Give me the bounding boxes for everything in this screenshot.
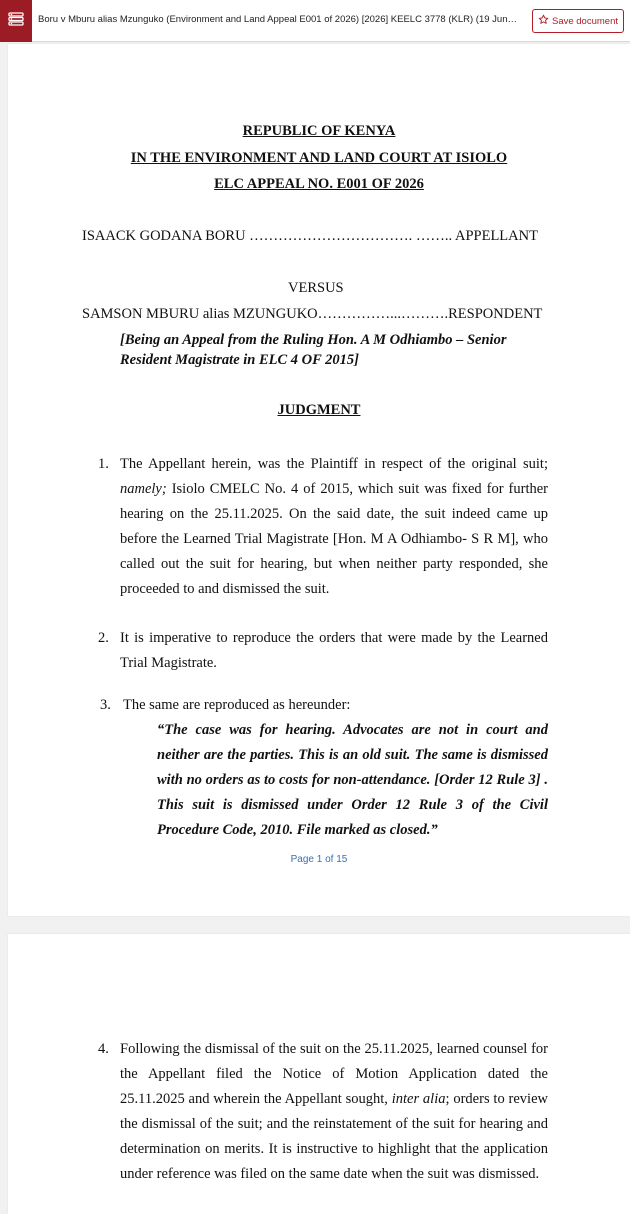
appeal-note-line-1: [Being an Appeal from the Ruling Hon. A M Odhiambo – Senior: [120, 332, 507, 348]
appellant-line: ISAACK GODANA BORU ……………………………. …….. APPELLANT: [82, 228, 538, 244]
page-number: Page 1 of 15: [290, 854, 348, 865]
para3-intro: The same are reproduced as hereunder:: [123, 697, 351, 713]
para4-line-1: Following the dismissal of the suit on the 25.11.2025, learned counsel for: [120, 1041, 548, 1057]
para4-line-2: the Appellant filed the Notice of Motion Application dated the: [120, 1066, 548, 1082]
para1-line-2-rest: Isiolo CMELC No. 4 of 2015, which suit was fixed for further: [166, 481, 548, 497]
respondent-line: SAMSON MBURU alias MZUNGUKO……………...……….RESPONDENT: [82, 306, 543, 322]
para4-italic-inter-alia: inter alia: [391, 1091, 446, 1107]
para4-line-5: determination on merits. It is instructive to highlight that the application: [120, 1141, 548, 1157]
para4-line-6: under reference was filed on the same date when the suit was dismissed.: [120, 1166, 540, 1182]
para3-quote-line-5: Procedure Code, 2010. File marked as closed.”: [157, 822, 438, 838]
para1-line-1: The Appellant herein, was the Plaintiff in respect of the original suit;: [120, 456, 548, 472]
appeal-note-line-2: Resident Magistrate in ELC 4 OF 2015]: [120, 352, 360, 368]
para2-number: 2.: [98, 630, 109, 646]
para3-quote-line-1: “The case was for hearing. Advocates are not in court and: [157, 722, 548, 738]
para3-quote-line-3: with no orders as to costs for non-attendance. [Order 12 Rule 3] .: [157, 772, 548, 788]
top-toolbar: [0, 0, 630, 42]
save-document-button[interactable]: [532, 9, 624, 33]
para1-line-5: called out the suit for hearing, but when neither party responded, she: [120, 556, 548, 572]
document-page-1: [8, 44, 630, 916]
para2-line-1: It is imperative to reproduce the orders that were made by the Learned: [120, 630, 548, 646]
para3-quote-line-4: This suit is dismissed under Order 12 Rule 3 of the Civil: [157, 797, 548, 813]
para4-line-3: [120, 1091, 548, 1108]
para1-line-4: before the Learned Trial Magistrate [Hon. M A Odhiambo- S R M], who: [120, 531, 548, 547]
heading-court: IN THE ENVIRONMENT AND LAND COURT AT ISIOLO: [130, 150, 508, 166]
para1-line-3: hearing on the 25.11.2025. On the said date, the suit indeed came up: [120, 506, 548, 522]
document-list-button[interactable]: [0, 0, 32, 42]
document-page-2: [8, 934, 630, 1214]
para4-number: 4.: [98, 1041, 109, 1057]
para1-line-2: [120, 481, 548, 498]
heading-republic: REPUBLIC OF KENYA: [242, 123, 396, 139]
para2-line-2: Trial Magistrate.: [120, 655, 217, 671]
para3-quote-line-2: neither are the parties. This is an old suit. The same is dismissed: [157, 747, 548, 763]
para4-line-3-end: ; orders to review: [445, 1091, 548, 1107]
document-list-icon: [8, 11, 24, 32]
para1-italic-namely: namely;: [120, 481, 167, 497]
para1-number: 1.: [98, 456, 109, 472]
para4-line-3-start: 25.11.2025 and wherein the Appellant sought,: [120, 1091, 392, 1107]
para4-line-4: the dismissal of the suit; and the reinstatement of the suit for hearing and: [120, 1116, 548, 1132]
document-title: Boru v Mburu alias Mzunguko (Environment and Land Appeal E001 of 2026) [2026] KEELC 3778 (KLR) (19 Jun…: [38, 14, 517, 25]
para1-line-6: proceeded to and dismissed the suit.: [120, 581, 330, 597]
save-document-label: Save document: [551, 15, 618, 27]
para3-number: 3.: [100, 697, 111, 713]
versus-label: VERSUS: [288, 280, 344, 296]
star-icon: [538, 14, 549, 28]
judgment-title: JUDGMENT: [277, 402, 361, 418]
heading-appeal-number: ELC APPEAL NO. E001 OF 2026: [214, 176, 424, 192]
